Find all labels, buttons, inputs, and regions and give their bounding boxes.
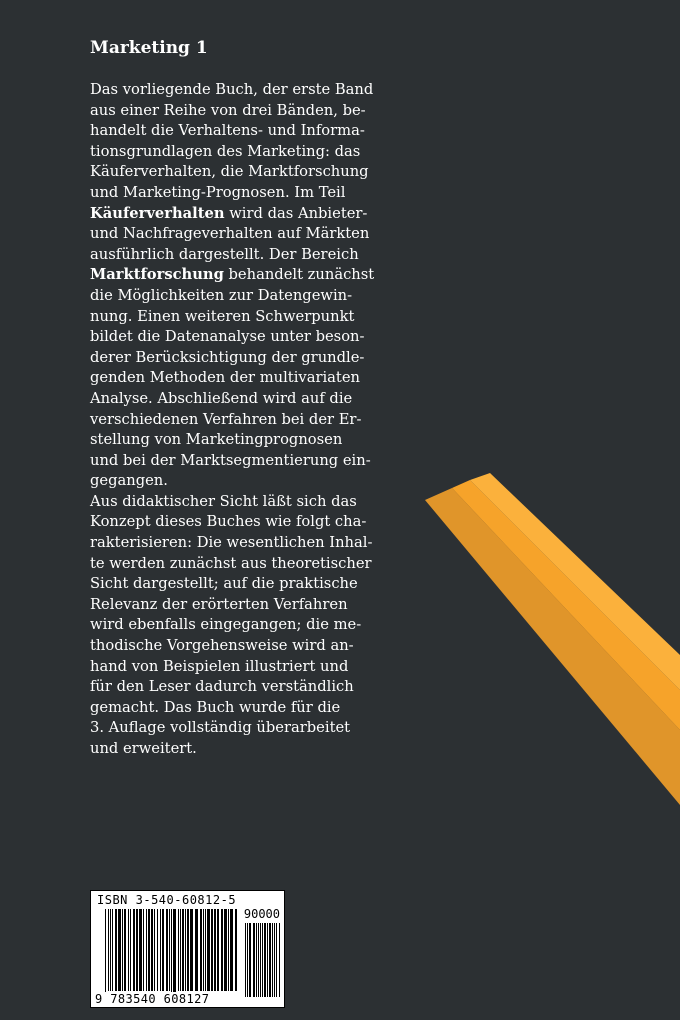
description-line <box>90 615 390 636</box>
barcode-bar <box>279 923 280 997</box>
barcode-bar <box>169 909 170 991</box>
text-segment: und bei der Marktsegmentierung ein- <box>90 451 371 469</box>
description-line <box>90 451 390 472</box>
text-segment: und erweitert. <box>90 740 197 757</box>
barcode-bar <box>228 909 229 991</box>
description-line <box>90 471 390 492</box>
barcode-bar <box>185 909 186 991</box>
barcode-bar <box>272 923 273 997</box>
text-segment: Käuferverhalten, die Marktforschung <box>90 163 369 181</box>
barcode-bar <box>143 909 144 991</box>
text-segment: gegangen. <box>90 472 168 490</box>
price-addon-digits: 90000 <box>243 907 280 921</box>
text-segment: Konzept dieses Buches wie folgt cha- <box>90 513 367 531</box>
barcode-bar <box>262 923 263 997</box>
description-line <box>90 162 390 183</box>
description-line <box>90 204 390 225</box>
description-line <box>90 410 390 431</box>
description-line <box>90 430 390 451</box>
description-line <box>90 80 390 101</box>
text-segment: rakterisieren: Die wesentlichen Inhal- <box>90 534 373 552</box>
description-line <box>90 265 390 286</box>
text-segment: Das vorliegende Buch, der erste Band <box>90 81 374 98</box>
book-title: Marketing 1 <box>90 38 208 58</box>
barcode-bar <box>205 909 206 991</box>
barcode-bar <box>249 923 251 997</box>
text-segment: hand von Beispielen illustriert und <box>90 657 349 675</box>
barcode-bar <box>187 909 189 991</box>
barcode-bar <box>110 909 111 991</box>
barcode-bar <box>245 923 246 997</box>
barcode-bar <box>214 909 216 991</box>
description-line <box>90 492 390 513</box>
text-segment: thodische Vorgehensweise wird an- <box>90 637 354 655</box>
ean-digits: 9 783540 608127 <box>95 992 210 1006</box>
barcode-bar <box>217 909 219 991</box>
barcode-bar <box>148 909 150 991</box>
text-segment: die Möglichkeiten zur Datengewin- <box>90 286 353 304</box>
barcode-bar <box>128 909 129 991</box>
text-segment: verschiedenen Verfahren bei der Er- <box>90 410 362 428</box>
barcode-bar <box>173 909 176 997</box>
barcode-bar <box>203 909 204 991</box>
text-segment: bildet die Datenanalyse unter beson- <box>90 328 365 346</box>
text-segment: ausführlich dargestellt. Der Bereich <box>90 245 359 263</box>
text-segment: nung. Einen weiteren Schwerpunkt <box>90 307 355 325</box>
barcode-bar <box>105 909 106 997</box>
barcode-bar <box>221 909 223 991</box>
text-segment: tionsgrundlagen des Marketing: das <box>90 142 361 160</box>
description-line <box>90 677 390 698</box>
barcode-bar <box>133 909 135 991</box>
barcode-bar <box>276 923 277 997</box>
barcode-bar <box>264 923 266 997</box>
barcode-bar <box>112 909 113 991</box>
barcode-bar <box>211 909 213 991</box>
description-line <box>90 657 390 678</box>
barcode-bar <box>253 923 255 997</box>
description-line <box>90 574 390 595</box>
text-segment: Sicht dargestellt; auf die praktische <box>90 575 358 593</box>
barcode-bar <box>200 909 202 991</box>
barcode-bar <box>195 909 198 991</box>
description-line <box>90 554 390 575</box>
description-line <box>90 636 390 657</box>
description-line <box>90 512 390 533</box>
text-segment: für den Leser dadurch verständlich <box>90 678 354 696</box>
bold-term: Marktforschung <box>90 266 224 284</box>
text-segment: und Marketing-Prognosen. Im Teil <box>90 183 346 201</box>
barcode-bar <box>124 909 126 991</box>
text-segment: wird ebenfalls eingegangen; die me- <box>90 616 362 634</box>
barcode-bar <box>136 909 138 991</box>
text-segment: 3. Auflage vollständig überarbeitet <box>90 719 351 737</box>
text-segment: derer Berücksichtigung der grundle- <box>90 348 365 366</box>
book-description <box>90 80 390 760</box>
barcode-bar <box>224 909 227 991</box>
description-line <box>90 595 390 616</box>
description-line <box>90 348 390 369</box>
barcode-bar <box>178 909 179 991</box>
description-line <box>90 739 390 760</box>
barcode-bar <box>235 909 237 991</box>
description-line <box>90 533 390 554</box>
description-line <box>90 121 390 142</box>
text-segment: und Nachfrageverhalten auf Märkten <box>90 225 370 243</box>
text-segment: gemacht. Das Buch wurde für die <box>90 698 341 716</box>
barcode-bar <box>166 909 168 991</box>
isbn-number: ISBN 3-540-60812-5 <box>97 893 237 907</box>
text-segment: Relevanz der erörterten Verfahren <box>90 595 348 613</box>
barcode-bar <box>182 909 184 991</box>
text-segment: wird das Anbieter- <box>224 204 368 222</box>
barcode-bar <box>274 923 275 997</box>
text-segment: genden Methoden der multivariaten <box>90 369 360 387</box>
barcode-bar <box>146 909 147 991</box>
description-line <box>90 101 390 122</box>
description-line <box>90 327 390 348</box>
isbn-barcode <box>90 890 285 1008</box>
description-line <box>90 698 390 719</box>
barcode-bar <box>151 909 153 991</box>
barcode-bar <box>171 909 172 997</box>
description-line <box>90 307 390 328</box>
text-segment: Analyse. Abschließend wird auf die <box>90 389 353 407</box>
text-segment: handelt die Verhaltens- und Informa- <box>90 122 365 140</box>
barcode-bar <box>258 923 259 997</box>
barcode-bar <box>269 923 271 997</box>
description-line <box>90 142 390 163</box>
barcode-bar <box>230 909 233 991</box>
text-segment: aus einer Reihe von drei Bänden, be- <box>90 101 366 119</box>
barcode-bar <box>160 909 161 991</box>
barcode-bar <box>118 909 121 991</box>
text-segment: behandelt zunächst <box>223 266 375 284</box>
barcode-bar <box>190 909 193 991</box>
description-line <box>90 224 390 245</box>
barcode-bar <box>256 923 257 997</box>
text-segment: Aus didaktischer Sicht läßt sich das <box>90 492 357 510</box>
barcode-bar <box>108 909 109 991</box>
barcode-bar <box>122 909 123 991</box>
description-line <box>90 183 390 204</box>
barcode-bar <box>260 923 261 997</box>
barcode-bar <box>162 909 164 991</box>
barcode-bar <box>247 923 248 997</box>
barcode-bar <box>267 923 268 997</box>
barcode-bar <box>139 909 142 991</box>
barcode-bar <box>154 909 155 991</box>
barcode-bar <box>207 909 210 991</box>
description-line <box>90 245 390 266</box>
description-line <box>90 389 390 410</box>
description-line <box>90 368 390 389</box>
description-line <box>90 286 390 307</box>
bold-term: Käuferverhalten <box>90 204 225 222</box>
barcode-bar <box>115 909 117 991</box>
barcode-bar <box>157 909 158 991</box>
barcode-bar <box>130 909 131 991</box>
barcode-bar <box>180 909 181 991</box>
text-segment: te werden zunächst aus theoretischer <box>90 554 372 572</box>
description-line <box>90 718 390 739</box>
pencil-mid-stripe <box>452 480 680 730</box>
text-segment: stellung von Marketingprognosen <box>90 431 343 449</box>
